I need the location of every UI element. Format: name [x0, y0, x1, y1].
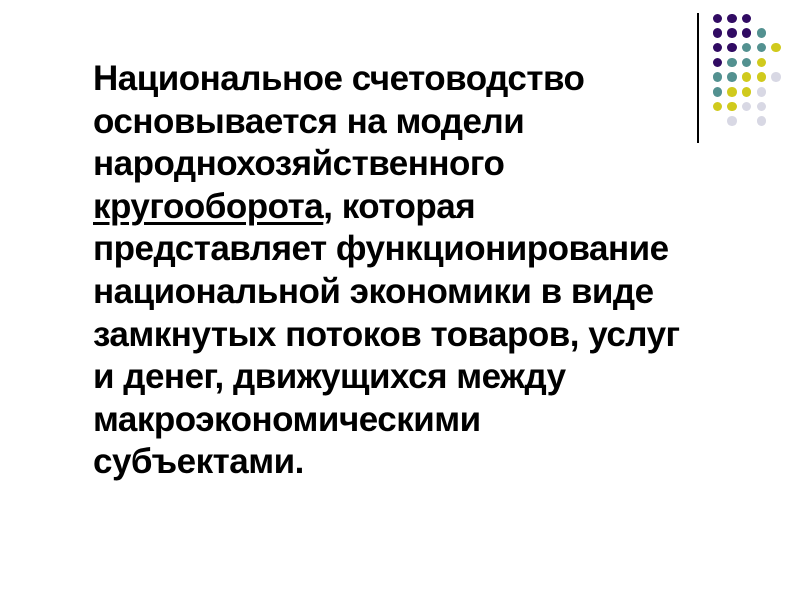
purple-dot-icon [713, 43, 723, 53]
dot-cell [739, 26, 754, 41]
dot-cell [725, 55, 740, 70]
teal-dot-icon [757, 28, 767, 38]
text-line [93, 186, 680, 229]
dot-cell [725, 99, 740, 114]
dot-cell [725, 70, 740, 85]
yellow-dot-icon [713, 102, 723, 112]
dot-cell [710, 114, 725, 129]
dot-cell [739, 84, 754, 99]
purple-dot-icon [742, 28, 752, 38]
dot-cell [710, 11, 725, 26]
decorative-dots-pattern [710, 11, 783, 129]
dot-cell [754, 26, 769, 41]
gray-dot-icon [757, 87, 767, 97]
underlined-term: кругооборота [93, 186, 324, 226]
dot-cell [725, 114, 740, 129]
text-line: представляет функционирование [93, 229, 669, 269]
yellow-dot-icon [757, 72, 767, 82]
yellow-dot-icon [727, 102, 737, 112]
teal-dot-icon [742, 58, 752, 68]
yellow-dot-icon [742, 87, 752, 97]
slide-body-text [93, 58, 680, 484]
dot-cell [769, 26, 784, 41]
text-line: замкнутых потоков товаров, услуг [93, 314, 680, 354]
text-line: Национальное счетоводство [93, 59, 585, 98]
teal-dot-icon [727, 58, 737, 68]
gray-dot-icon [757, 102, 767, 112]
dot-cell [769, 11, 784, 26]
dot-cell [710, 26, 725, 41]
decorative-vertical-line [697, 13, 699, 143]
dot-cell [710, 55, 725, 70]
gray-dot-icon [771, 72, 781, 82]
purple-dot-icon [742, 14, 752, 24]
teal-dot-icon [713, 87, 723, 97]
dot-cell [754, 99, 769, 114]
text-line: субъектами. [93, 442, 304, 482]
text-line: макроэкономическими [93, 399, 481, 439]
dot-cell [725, 40, 740, 55]
dot-cell [769, 84, 784, 99]
text-line: национальной экономики в виде [93, 271, 654, 311]
text-line: народнохозяйственного [93, 144, 505, 184]
gray-dot-icon [742, 102, 752, 112]
dot-cell [739, 40, 754, 55]
dot-cell [754, 55, 769, 70]
teal-dot-icon [713, 72, 723, 82]
dot-cell [725, 11, 740, 26]
dot-cell [769, 40, 784, 55]
purple-dot-icon [727, 14, 737, 24]
dot-cell [769, 99, 784, 114]
dot-cell [754, 70, 769, 85]
gray-dot-icon [757, 116, 767, 126]
dot-cell [769, 114, 784, 129]
teal-dot-icon [727, 72, 737, 82]
purple-dot-icon [727, 28, 737, 38]
dot-cell [754, 114, 769, 129]
purple-dot-icon [727, 43, 737, 53]
yellow-dot-icon [771, 43, 781, 53]
yellow-dot-icon [757, 58, 767, 68]
dot-cell [739, 11, 754, 26]
purple-dot-icon [713, 58, 723, 68]
dot-cell [739, 99, 754, 114]
dot-cell [769, 70, 784, 85]
dot-cell [739, 70, 754, 85]
dot-cell [754, 40, 769, 55]
dot-cell [725, 26, 740, 41]
teal-dot-icon [757, 43, 767, 53]
dot-cell [754, 84, 769, 99]
gray-dot-icon [727, 116, 737, 126]
dot-cell [710, 40, 725, 55]
teal-dot-icon [742, 43, 752, 53]
dot-cell [769, 55, 784, 70]
dot-cell [754, 11, 769, 26]
dot-cell [710, 99, 725, 114]
purple-dot-icon [713, 28, 723, 38]
dot-cell [739, 55, 754, 70]
dot-cell [710, 70, 725, 85]
text-line: и денег, движущихся между [93, 357, 566, 397]
text-line: основывается на модели [93, 101, 525, 141]
yellow-dot-icon [727, 87, 737, 97]
dot-cell [725, 84, 740, 99]
yellow-dot-icon [742, 72, 752, 82]
purple-dot-icon [713, 14, 723, 24]
dot-cell [710, 84, 725, 99]
text-after-underline: , которая [323, 186, 476, 226]
dot-cell [739, 114, 754, 129]
